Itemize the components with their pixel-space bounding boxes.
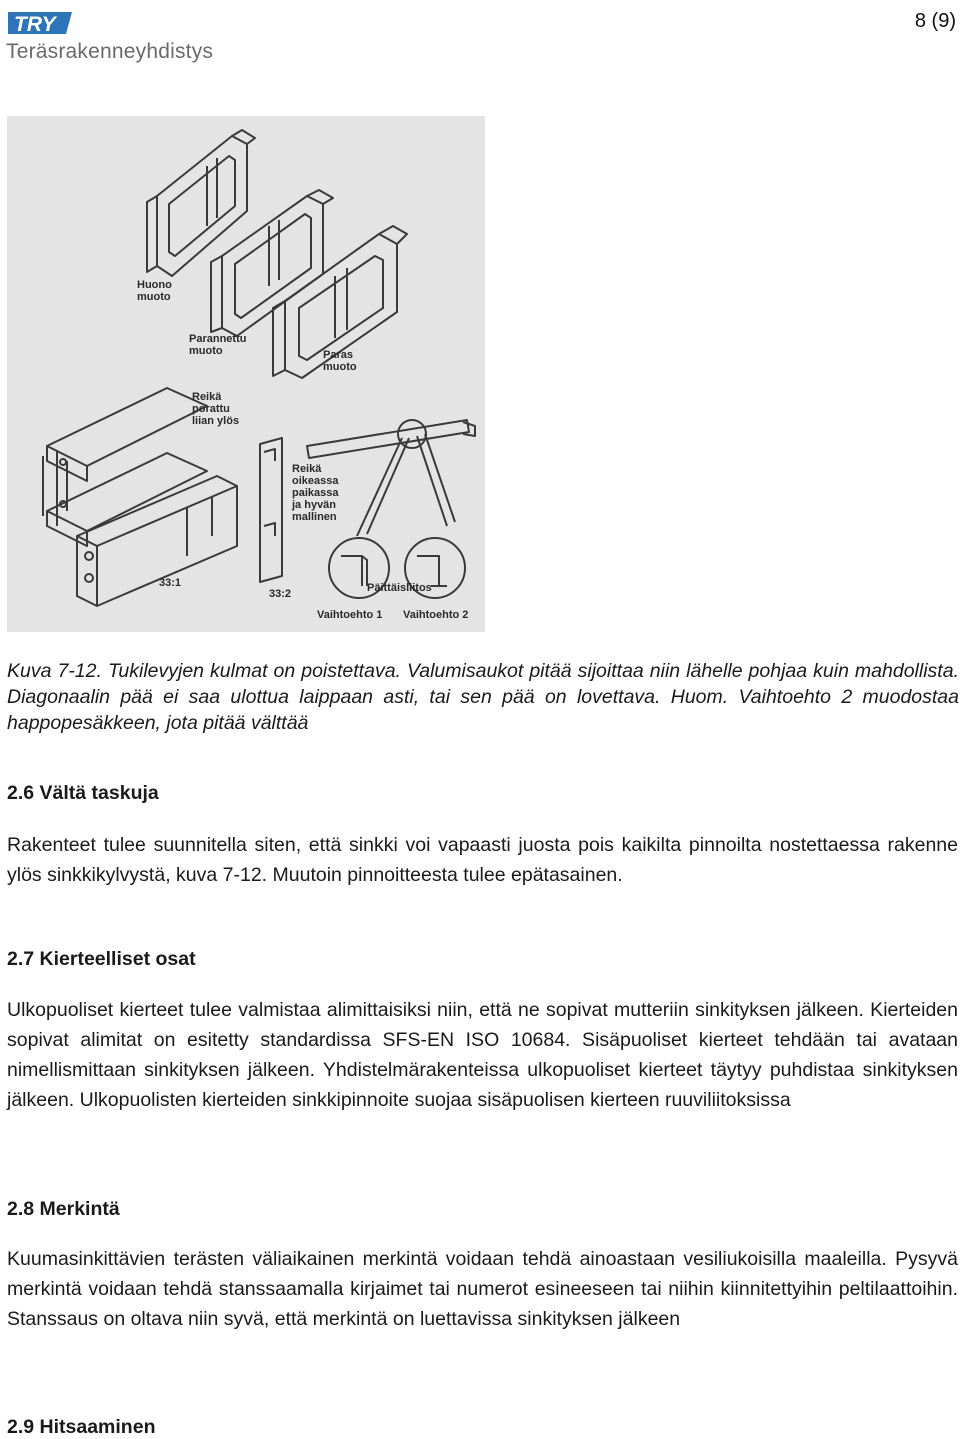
label-huono-line2: muoto (137, 291, 171, 303)
technical-drawing (7, 116, 485, 632)
logo-mark-text: TRY (14, 13, 56, 36)
label-vaihtoehto-1: Vaihtoehto 1 (317, 609, 383, 621)
label-parannettu-line2: muoto (189, 345, 223, 357)
label-parannettu-line1: Parannettu (189, 333, 247, 345)
label-vaihtoehto-2: Vaihtoehto 2 (403, 609, 469, 621)
label-paras-muoto (323, 349, 357, 373)
label-33-1: 33:1 (159, 577, 182, 589)
try-logo-mark (6, 8, 74, 38)
label-huono-line1: Huono (137, 279, 172, 291)
label-reika-oikea-line3: paikassa (292, 487, 339, 499)
label-reika-oikea-line1: Reikä (292, 463, 322, 475)
logo (6, 4, 236, 74)
section-heading-2-8: 2.8 Merkintä (7, 1198, 120, 1220)
section-heading-2-6: 2.6 Vältä taskuja (7, 782, 159, 804)
figure-7-12 (7, 116, 485, 632)
section-body-2-6: Rakenteet tulee suunnitella siten, että sinkki voi vapaasti juosta pois kaikilta pinnoilta nostettaessa rakenne ylös sinkkikylvystä, kuva 7-12. Muutoin pinnoitteesta tulee epätasainen. (7, 834, 958, 886)
label-paattaisliitos: Päittäisliitos (367, 582, 432, 594)
label-reika-oikea-line4: ja hyvän (292, 499, 337, 511)
label-reika-oikea-line2: oikeassa (292, 475, 339, 487)
section-body-2-8: Kuumasinkittävien terästen väliaikainen merkintä voidaan tehdä ainoastaan vesiliukoisilla maaleilla. Pysyvä merkintä voidaan tehdä stanssaamalla kirjaimet tai numerot esineeseen tai niihin kiinnitettyihin peltilaattoihin. Stanssaus on oltava niin syvä, että merkintä on luettavissa sinkityksen jälkeen (7, 1248, 958, 1330)
label-reika-ylos-line3: liian ylös (192, 415, 240, 427)
label-paras-line1: Paras (323, 349, 353, 361)
label-reika-ylos-line1: Reikä (192, 391, 222, 403)
label-reika-ylos-line2: porattu (192, 403, 230, 415)
label-huono-muoto (137, 279, 175, 303)
label-33-2: 33:2 (269, 588, 292, 600)
label-paras-line2: muoto (323, 361, 357, 373)
section-heading-2-7: 2.7 Kierteelliset osat (7, 948, 196, 970)
figure-caption: Kuva 7-12. Tukilevyjen kulmat on poistettava. Valumisaukot pitää sijoittaa niin lähelle pohjaa kuin mahdollista. Diagonaalin pää ei saa ulottua laippaan asti, tai sen pää on lovettava. Huom. Vaihtoehto 2 muodostaa happopesäkkeen, jota pitää välttää (7, 660, 959, 734)
label-reika-oikea-line5: mallinen (292, 511, 337, 523)
section-heading-2-9: 2.9 Hitsaaminen (7, 1416, 156, 1438)
organization-name: Teräsrakenneyhdistys (6, 40, 214, 63)
section-body-2-7: Ulkopuoliset kierteet tulee valmistaa alimittaisiksi niin, että ne sopivat mutteriin sinkityksen jälkeen. Kierteiden sopivat alimitat on esitetty standardissa SFS-EN ISO 10684. Sisäpuoliset kierteet tehdään tai avataan nimellismittaan sinkityksen jälkeen. Yhdistelmärakenteissa ulkopuoliset kierteet täytyy puhdistaa sinkityksen jälkeen. Ulkopuolisten kierteiden sinkkipinnoite suojaa sisäpuolisen kierteen ruuviliitoksissa (7, 999, 958, 1111)
page-number: 8 (9) (914, 10, 956, 32)
